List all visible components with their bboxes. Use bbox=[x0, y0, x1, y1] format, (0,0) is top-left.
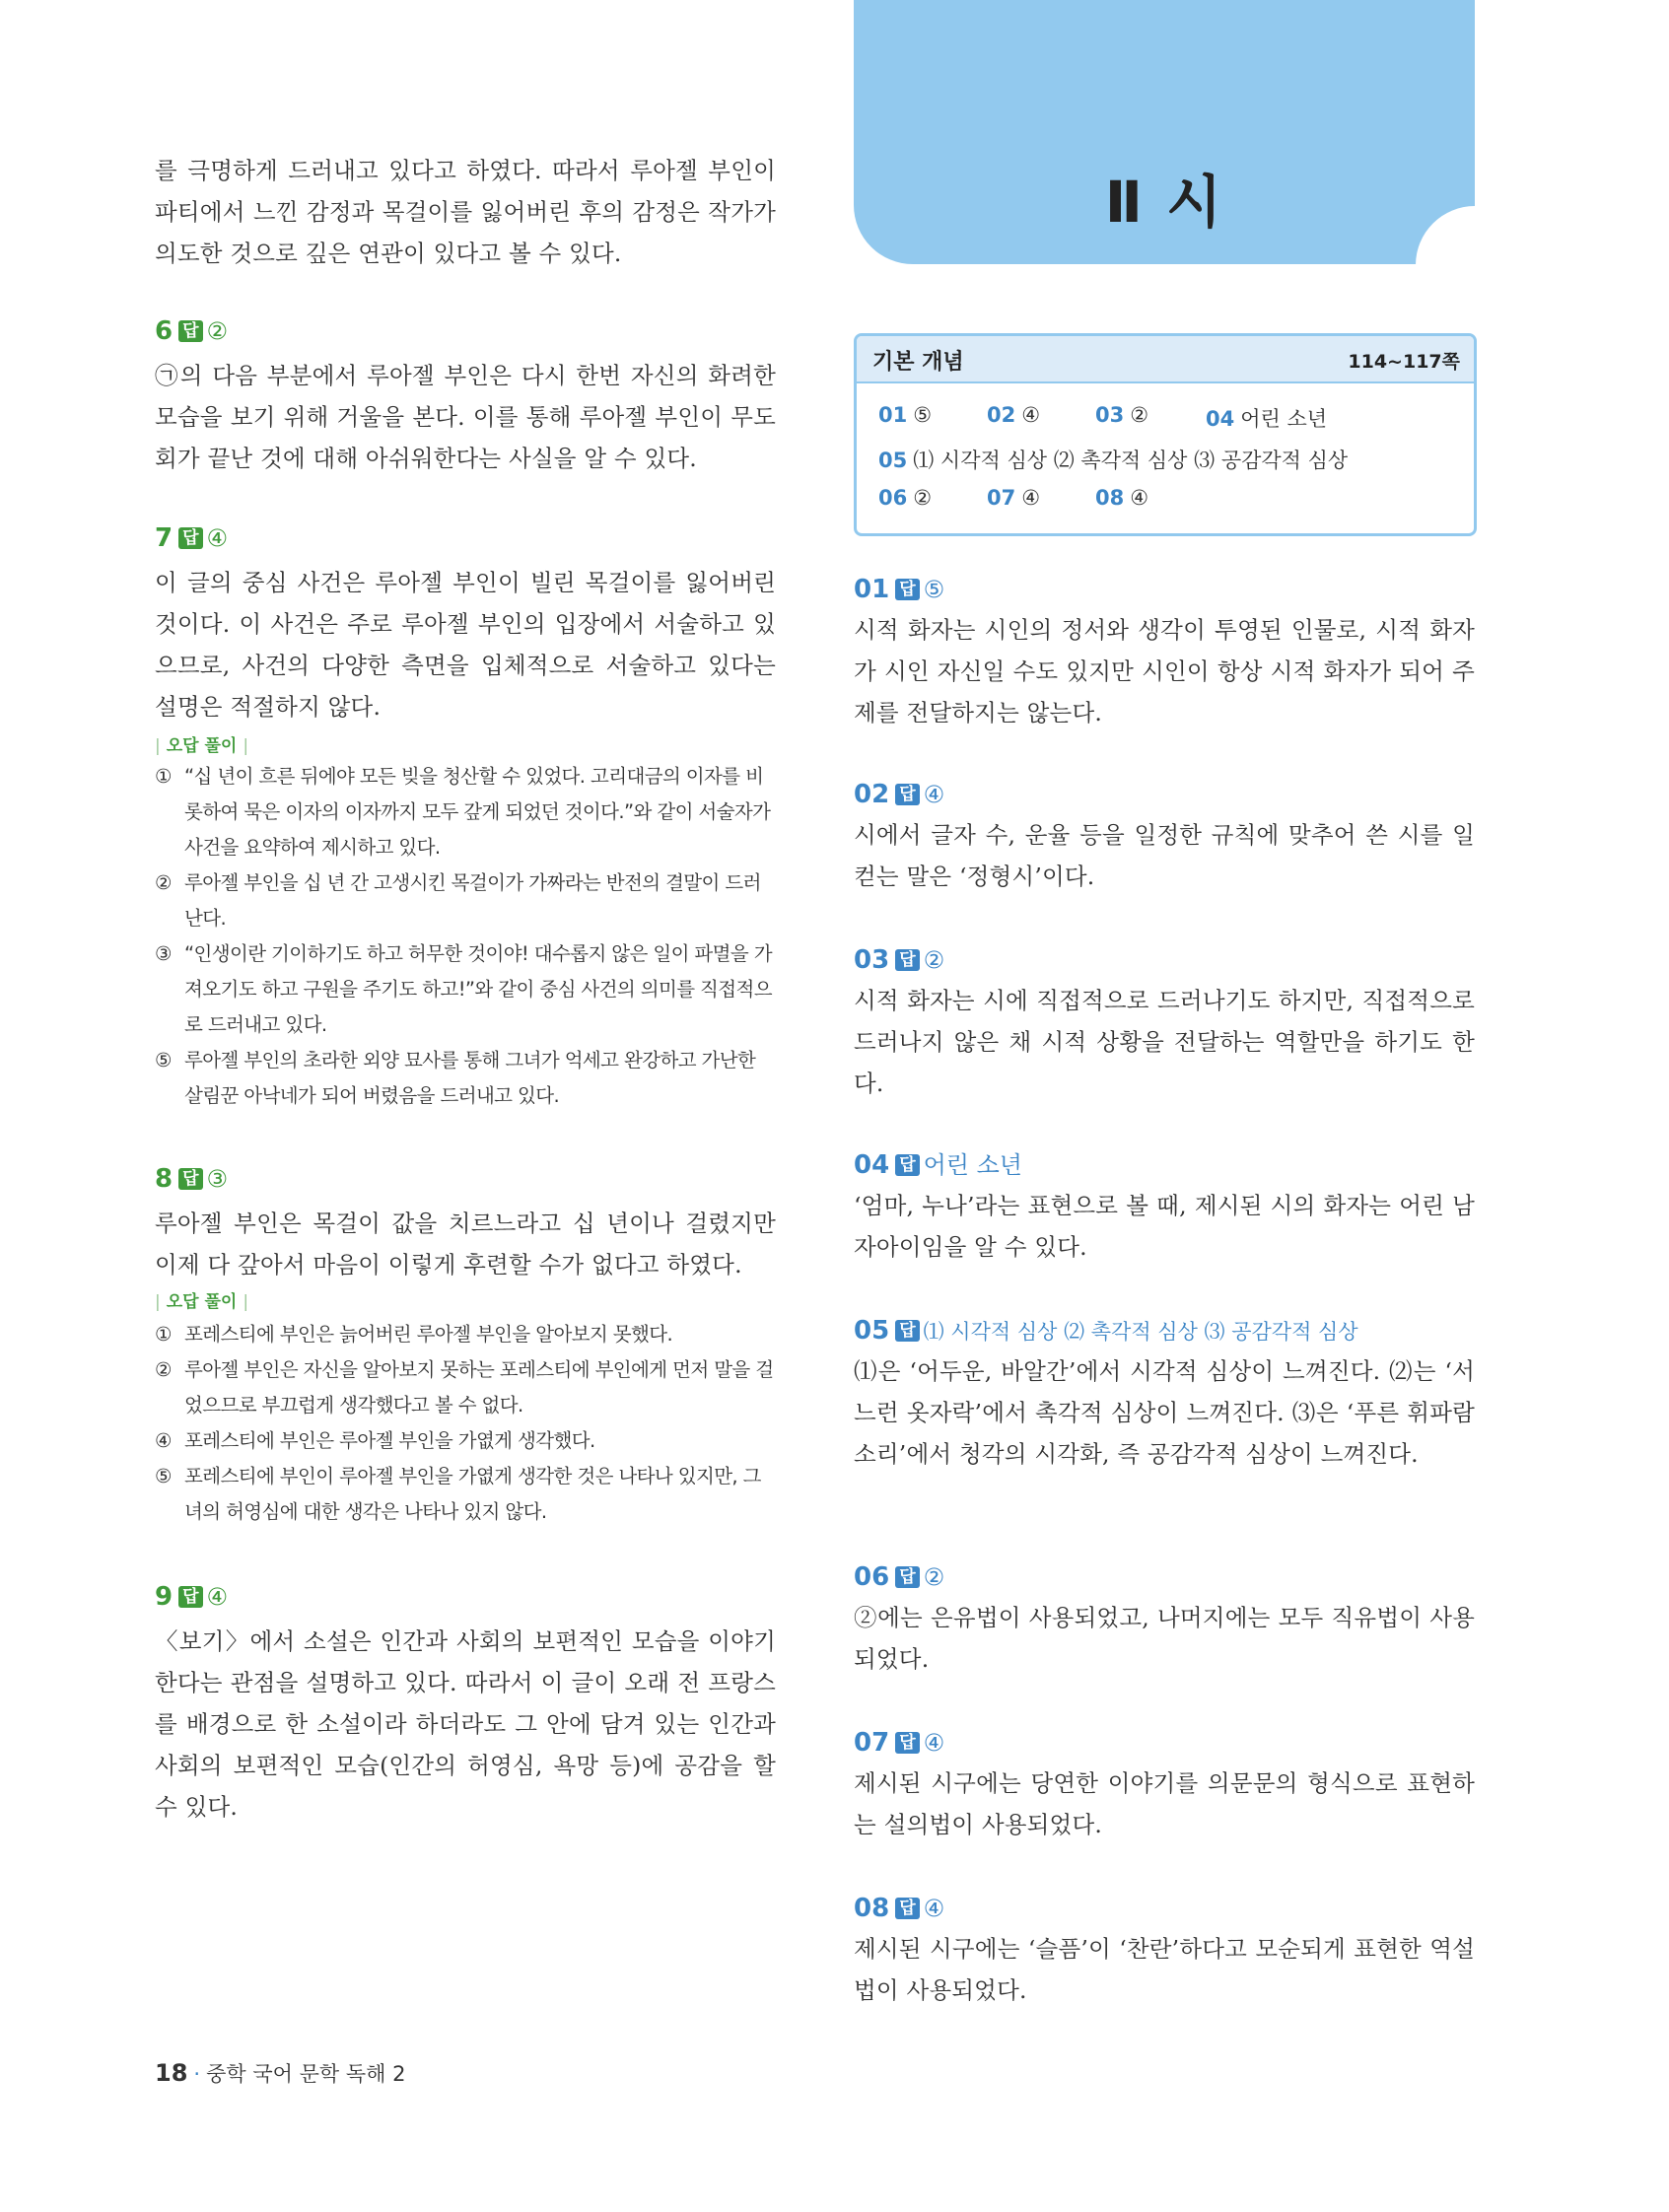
answer-tag: 답 bbox=[895, 784, 919, 805]
concept-item: 03 ② bbox=[1095, 403, 1149, 427]
answer-number: 7 bbox=[155, 523, 174, 553]
answer-tag: 답 bbox=[895, 1898, 919, 1919]
answer-02-heading bbox=[854, 779, 944, 810]
answer-tag: 답 bbox=[178, 527, 202, 549]
answer-04-text: ‘엄마, 누나’라는 표현으로 볼 때, 제시된 시의 화자는 어린 남자아이임을 알 수 있다. bbox=[854, 1192, 1475, 1261]
intro-text: 를 극명하게 드러내고 있다고 하였다. 따라서 루아젤 부인이 파티에서 느낀 감정과 목걸이를 잃어버린 후의 감정은 작가가 의도한 것으로 깊은 연관이 있다고 볼 수 있다. bbox=[155, 157, 776, 267]
answer-number: 04 bbox=[854, 1150, 890, 1180]
answer-value: ④ bbox=[923, 1729, 945, 1757]
answer-number: 07 bbox=[854, 1728, 890, 1758]
answer-tag: 답 bbox=[895, 1732, 919, 1754]
answer-9-text: 〈보기〉에서 소설은 인간과 사회의 보편적인 모습을 이야기한다는 관점을 설명하고 있다. 따라서 이 글이 오래 전 프랑스를 배경으로 한 소설이라 하더라도 그 안에 담겨 있는 인간과 사회의 보편적인 모습(인간의 허영심, 욕망 등)에 공감을 할 수 있다. bbox=[155, 1627, 776, 1821]
answer-7-heading bbox=[155, 522, 228, 554]
answer-tag: 답 bbox=[895, 1566, 919, 1588]
answer-number: 01 bbox=[854, 575, 890, 604]
answer-04-heading bbox=[854, 1149, 1022, 1181]
answer-08-text: 제시된 시구에는 ‘슬픔’이 ‘찬란’하다고 모순되게 표현한 역설법이 사용되었다. bbox=[854, 1935, 1475, 2004]
book-title: 중학 국어 문학 독해 2 bbox=[206, 2062, 406, 2086]
list-item: ④ 포레스티에 부인은 루아젤 부인을 가엾게 생각했다. bbox=[155, 1429, 595, 1452]
concept-item: 05 ⑴ 시각적 심상 ⑵ 촉각적 심상 ⑶ 공감각적 심상 bbox=[878, 449, 1349, 472]
answer-01-heading bbox=[854, 574, 944, 605]
answer-6-heading bbox=[155, 315, 228, 347]
answer-06-text: ②에는 은유법이 사용되었고, 나머지에는 모두 직유법이 사용되었다. bbox=[854, 1604, 1475, 1673]
concept-item: 07 ④ bbox=[987, 486, 1041, 510]
concept-item: 04 어린 소년 bbox=[1206, 407, 1328, 431]
page-footer bbox=[155, 2058, 405, 2088]
answer-number: 9 bbox=[155, 1582, 174, 1612]
answer-8-text: 루아젤 부인은 목걸이 값을 치르느라고 십 년이나 걸렸지만 이제 다 갚아서 마음이 이렇게 후련할 수가 없다고 하였다. bbox=[155, 1210, 776, 1279]
list-item: ③ “인생이란 기이하기도 하고 허무한 것이야! 대수롭지 않은 일이 파멸을 가져오기도 하고 구원을 주기도 하고!”와 같이 중심 사건의 의미를 직접적으로 드러내고 있다. bbox=[155, 942, 772, 1036]
answer-value: ④ bbox=[923, 781, 945, 808]
answer-tag: 답 bbox=[178, 320, 202, 342]
answer-tag: 답 bbox=[895, 1154, 919, 1176]
answer-tag: 답 bbox=[178, 1168, 202, 1190]
section-banner bbox=[854, 0, 1475, 264]
list-item: ② 루아젤 부인은 자신을 알아보지 못하는 포레스티에 부인에게 먼저 말을 걸었으므로 부끄럽게 생각했다고 볼 수 없다. bbox=[155, 1358, 774, 1417]
answer-value: ⑴ 시각적 심상 ⑵ 촉각적 심상 ⑶ 공감각적 심상 bbox=[923, 1320, 1358, 1344]
answer-tag: 답 bbox=[895, 949, 919, 971]
basic-concept-box bbox=[854, 333, 1477, 536]
answer-tag: 답 bbox=[178, 1586, 202, 1608]
answer-value: ② bbox=[923, 1563, 945, 1591]
answer-value: ② bbox=[923, 946, 945, 974]
concept-item: 06 ② bbox=[878, 486, 933, 510]
answer-value: ④ bbox=[206, 1583, 229, 1611]
answer-6-text: ㉠의 다음 부분에서 루아젤 부인은 다시 한번 자신의 화려한 모습을 보기 위해 거울을 본다. 이를 통해 루아젤 부인이 무도회가 끝난 것에 대해 아쉬워한다는 사실을 알 수 있다. bbox=[155, 362, 776, 472]
answer-07-heading bbox=[854, 1727, 944, 1759]
answer-02-text: 시에서 글자 수, 운율 등을 일정한 규칙에 맞추어 쓴 시를 일컫는 말은 ‘정형시’이다. bbox=[854, 821, 1475, 890]
answer-8-heading bbox=[155, 1163, 228, 1195]
answer-number: 02 bbox=[854, 780, 890, 809]
list-item: ① “십 년이 흐른 뒤에야 모든 빚을 청산할 수 있었다. 고리대금의 이자를 비롯하여 묵은 이자의 이자까지 모두 갚게 되었던 것이다.”와 같이 서술자가 사건을 요약하여 제시하고 있다. bbox=[155, 765, 771, 859]
answer-number: 6 bbox=[155, 316, 174, 346]
answer-value: ④ bbox=[923, 1895, 945, 1922]
list-item: ② 루아젤 부인을 십 년 간 고생시킨 목걸이가 가짜라는 반전의 결말이 드러난다. bbox=[155, 871, 761, 930]
answer-tag: 답 bbox=[895, 579, 919, 600]
list-item: ⑤ 포레스티에 부인이 루아젤 부인을 가엾게 생각한 것은 나타나 있지만, 그녀의 허영심에 대한 생각은 나타나 있지 않다. bbox=[155, 1465, 761, 1523]
wrong-answer-list-7 bbox=[155, 759, 776, 1114]
answer-value: 어린 소년 bbox=[923, 1151, 1022, 1179]
footer-separator: · bbox=[193, 2062, 201, 2086]
wrong-answer-label: | 오답 풀이 | bbox=[155, 731, 248, 756]
answer-number: 08 bbox=[854, 1894, 890, 1923]
page-number: 18 bbox=[155, 2059, 188, 2087]
answer-08-heading bbox=[854, 1893, 944, 1924]
answer-number: 03 bbox=[854, 945, 890, 975]
answer-tag: 답 bbox=[895, 1320, 919, 1342]
section-title: Ⅱ 시 bbox=[1104, 169, 1224, 236]
answer-05-text: ⑴은 ‘어두운, 바알간’에서 시각적 심상이 느껴진다. ⑵는 ‘서느런 옷자락’에서 촉각적 심상이 느껴진다. ⑶은 ‘푸른 휘파람 소리’에서 청각의 시각화, 즉 공감각적 심상이 느껴진다. bbox=[854, 1357, 1475, 1468]
answer-number: 8 bbox=[155, 1164, 174, 1194]
answer-03-text: 시적 화자는 시에 직접적으로 드러나기도 하지만, 직접적으로 드러나지 않은 채 시적 상황을 전달하는 역할만을 하기도 한다. bbox=[854, 987, 1475, 1097]
answer-7-text: 이 글의 중심 사건은 루아젤 부인이 빌린 목걸이를 잃어버린 것이다. 이 사건은 주로 루아젤 부인의 입장에서 서술하고 있으므로, 사건의 다양한 측면을 입체적으로 서술하고 있다는 설명은 적절하지 않다. bbox=[155, 569, 776, 721]
answer-06-heading bbox=[854, 1561, 944, 1593]
answer-03-heading bbox=[854, 944, 944, 976]
answer-value: ④ bbox=[206, 524, 229, 552]
box-title: 기본 개념 bbox=[872, 350, 964, 375]
list-item: ① 포레스티에 부인은 늙어버린 루아젤 부인을 알아보지 못했다. bbox=[155, 1323, 673, 1346]
answer-value: ② bbox=[206, 317, 229, 345]
answer-value: ③ bbox=[206, 1165, 229, 1193]
answer-01-text: 시적 화자는 시인의 정서와 생각이 투영된 인물로, 시적 화자가 시인 자신일 수도 있지만 시인이 항상 시적 화자가 되어 주제를 전달하지는 않는다. bbox=[854, 616, 1475, 726]
wrong-answer-label: | 오답 풀이 | bbox=[155, 1287, 248, 1312]
concept-item: 02 ④ bbox=[987, 403, 1041, 427]
answer-number: 06 bbox=[854, 1562, 890, 1592]
answer-9-heading bbox=[155, 1581, 228, 1613]
answer-value: ⑤ bbox=[923, 576, 945, 603]
wrong-answer-list-8 bbox=[155, 1317, 776, 1530]
answer-07-text: 제시된 시구에는 당연한 이야기를 의문문의 형식으로 표현하는 설의법이 사용되었다. bbox=[854, 1769, 1475, 1838]
box-header bbox=[857, 336, 1474, 383]
box-pages: 114~117쪽 bbox=[1348, 351, 1460, 373]
concept-item: 01 ⑤ bbox=[878, 403, 933, 427]
answer-number: 05 bbox=[854, 1316, 890, 1346]
answer-05-heading bbox=[854, 1315, 1358, 1348]
concept-item: 08 ④ bbox=[1095, 486, 1149, 510]
list-item: ⑤ 루아젤 부인의 초라한 외양 묘사를 통해 그녀가 억세고 완강하고 가난한 살림꾼 아낙네가 되어 버렸음을 드러내고 있다. bbox=[155, 1049, 756, 1107]
